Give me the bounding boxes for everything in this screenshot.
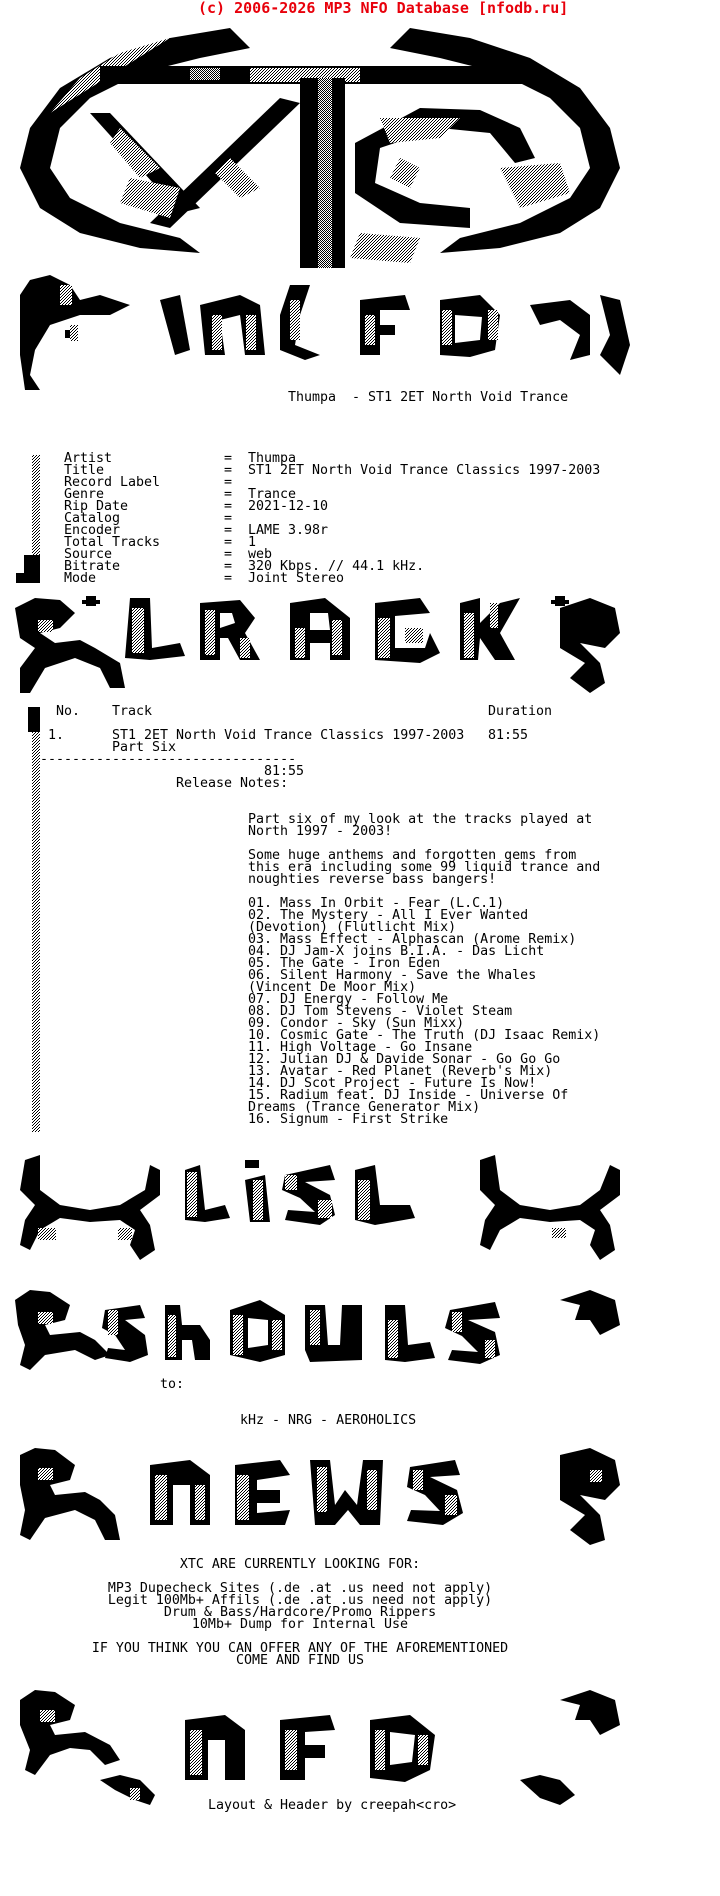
info-equals: =: [224, 487, 233, 502]
tracklist-item: 04. DJ Jam-X joins B.I.A. - Das Licht: [248, 944, 545, 959]
news-footer: COME AND FIND US: [235, 1653, 365, 1668]
news-item: Legit 100Mb+ Affils (.de .at .us need not apply): [107, 1593, 493, 1608]
list-banner-art: [0, 1150, 640, 1280]
info-label-genre: Genre: [64, 487, 105, 502]
tracklist-item: 16. Signum - First Strike: [248, 1112, 449, 1127]
tracklist-item: 11. High Voltage - Go Insane: [248, 1040, 473, 1055]
info-label-catalog: Catalog: [64, 511, 121, 526]
info-value-source: web: [248, 547, 273, 562]
info-equals: =: [224, 547, 233, 562]
info-value-encoder: LAME 3.98r: [248, 523, 329, 538]
info-equals: =: [224, 499, 233, 514]
track-title: ST1 2ET North Void Trance Classics 1997-2003: [112, 728, 465, 743]
notes-line: North 1997 - 2003!: [248, 824, 393, 839]
info-label-mode: Mode: [64, 571, 97, 586]
info-label-title: Title: [64, 463, 105, 478]
tracklist-item: 03. Mass Effect - Alphascan (Arome Remix): [248, 932, 577, 947]
info-value-rip-date: 2021-12-10: [248, 499, 329, 514]
track-duration: 81:55: [488, 728, 529, 743]
info-label-source: Source: [64, 547, 113, 562]
notes-line: Some huge anthems and forgotten gems from: [248, 848, 577, 863]
info-label-bitrate: Bitrate: [64, 559, 121, 574]
nfo-banner-art: [0, 1680, 640, 1813]
news-item: MP3 Dupecheck Sites (.de .at .us need not apply): [107, 1581, 493, 1596]
info-equals: =: [224, 511, 233, 526]
shouts-banner-art: [0, 1280, 640, 1375]
track-no: 1.: [48, 728, 65, 743]
info-value-mode: Joint Stereo: [248, 571, 345, 586]
info-equals: =: [224, 523, 233, 538]
info-label-encoder: Encoder: [64, 523, 121, 538]
info-value-title: ST1 2ET North Void Trance Classics 1997-2003: [248, 463, 601, 478]
news-footer: IF YOU THINK YOU CAN OFFER ANY OF THE AFOREMENTIONED: [91, 1641, 509, 1656]
shouts-groups: kHz - NRG - AEROHOLICS: [240, 1413, 417, 1428]
tracklist-item: 10. Cosmic Gate - The Truth (DJ Isaac Remix): [248, 1028, 601, 1043]
notes-line: Part six of my look at the tracks played at: [248, 812, 593, 827]
tracks-banner-art: [0, 588, 640, 698]
track-separator: --------------------------------: [40, 752, 297, 767]
info-value-genre: Trance: [248, 487, 297, 502]
credits: Layout & Header by creepah<cro>: [208, 1798, 457, 1813]
tracklist-item: 06. Silent Harmony - Save the Whales: [248, 968, 537, 983]
news-item: Drum & Bass/Hardcore/Promo Rippers: [163, 1605, 437, 1620]
info-equals: =: [224, 451, 233, 466]
info-equals: =: [224, 475, 233, 490]
track-title-continued: Part Six: [112, 740, 177, 755]
info-equals: =: [224, 559, 233, 574]
tracklist-item: 07. DJ Energy - Follow Me: [248, 992, 449, 1007]
track-total-duration: 81:55: [264, 764, 305, 779]
info-value-bitrate: 320 Kbps. // 44.1 kHz.: [248, 559, 425, 574]
copyright-banner: (c) 2006-2026 MP3 NFO Database [nfodb.ru]: [198, 0, 569, 17]
info-value-total-tracks: 1: [248, 535, 257, 550]
tracklist-item: 09. Condor - Sky (Sun Mixx): [248, 1016, 465, 1031]
track-header-duration: Duration: [488, 704, 553, 719]
news-banner-art: [0, 1440, 640, 1550]
news-item: 10Mb+ Dump for Internal Use: [191, 1617, 409, 1632]
news-heading: XTC ARE CURRENTLY LOOKING FOR:: [179, 1557, 421, 1572]
info-equals: =: [224, 571, 233, 586]
info-label-record-label: Record Label: [64, 475, 161, 490]
tracklist-item: 05. The Gate - Iron Eden: [248, 956, 441, 971]
info-label-total-tracks: Total Tracks: [64, 535, 161, 550]
info-banner-art: [0, 255, 640, 390]
tracklist-item: 08. DJ Tom Stevens - Violet Steam: [248, 1004, 513, 1019]
tracklist-item: 13. Avatar - Red Planet (Reverb's Mix): [248, 1064, 553, 1079]
info-equals: =: [224, 463, 233, 478]
release-notes-label: Release Notes:: [176, 776, 289, 791]
xtc-logo-art: [0, 18, 640, 268]
release-title: Thumpa - ST1 2ET North Void Trance: [288, 390, 569, 405]
left-frame-bar: [0, 455, 50, 1175]
notes-line: noughties reverse bass bangers!: [248, 872, 497, 887]
tracklist-item: 02. The Mystery - All I Ever Wanted: [248, 908, 529, 923]
tracklist-item: 14. DJ Scot Project - Future Is Now!: [248, 1076, 537, 1091]
track-header-no: No.: [56, 704, 81, 719]
info-label-artist: Artist: [64, 451, 113, 466]
notes-line: this era including some 99 liquid trance and: [248, 860, 601, 875]
tracklist-item: (Vincent De Moor Mix): [248, 980, 417, 995]
tracklist-item: 12. Julian DJ & Davide Sonar - Go Go Go: [248, 1052, 561, 1067]
tracklist-item: 01. Mass In Orbit - Fear (L.C.1): [248, 896, 505, 911]
shouts-to-label: to:: [160, 1377, 185, 1392]
info-value-artist: Thumpa: [248, 451, 297, 466]
tracklist-item: Dreams (Trance Generator Mix): [248, 1100, 481, 1115]
info-label-rip-date: Rip Date: [64, 499, 129, 514]
tracklist-item: (Devotion) (Flutlicht Mix): [248, 920, 457, 935]
track-header-track: Track: [112, 704, 153, 719]
tracklist-item: 15. Radium feat. DJ Inside - Universe Of: [248, 1088, 569, 1103]
info-equals: =: [224, 535, 233, 550]
